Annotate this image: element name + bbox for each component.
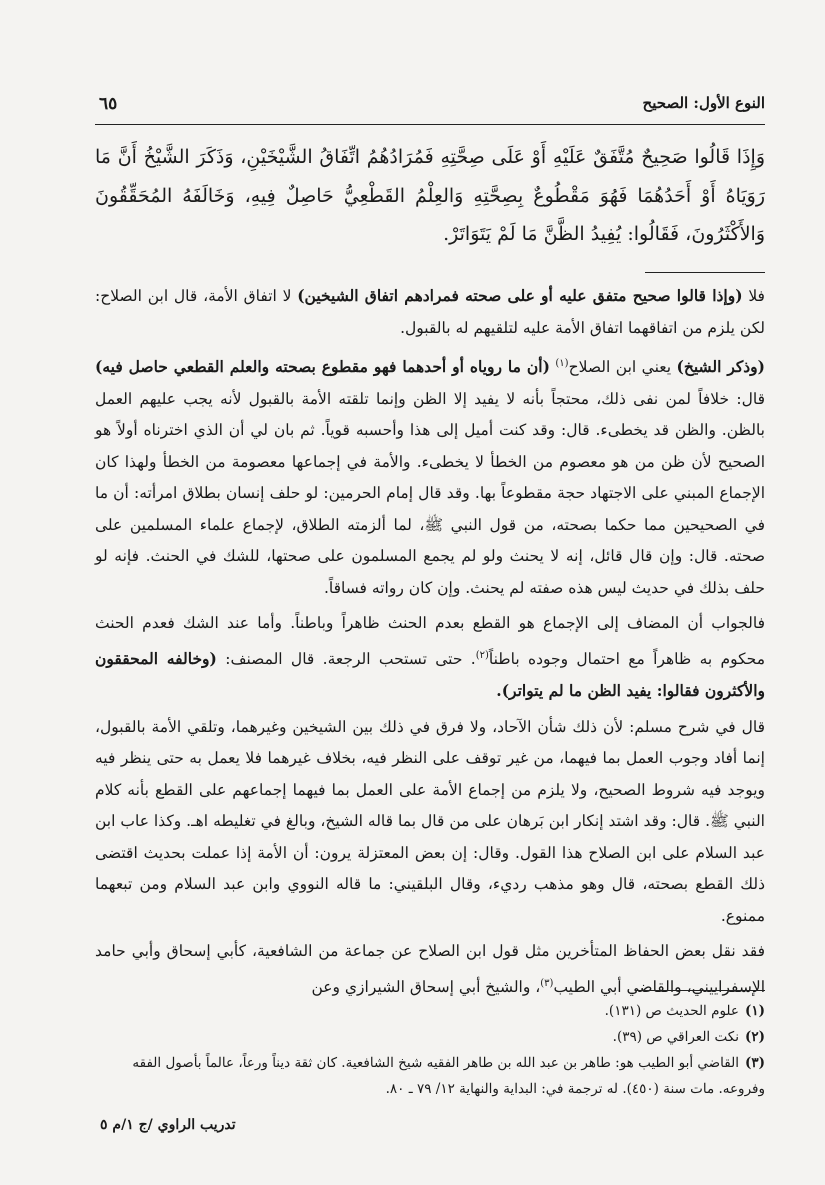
paragraph-text: فالجواب أن المضاف إلى الإجماع هو القطع بعدم الحنث ظاهراً وباطناً. وأما عند الشك فعدم الحنث محكوم به ظاهراً مع احتمال وجوده باطناً bbox=[95, 614, 765, 668]
footnote-text: علوم الحديث ص (١٣١). bbox=[604, 1003, 739, 1019]
section-divider bbox=[645, 272, 765, 273]
footnote-number: (٣) bbox=[744, 1055, 765, 1071]
footnote bbox=[95, 1024, 765, 1050]
quoted-matn: (وذكر الشيخ) bbox=[676, 357, 765, 377]
commentary-paragraph-1 bbox=[95, 280, 765, 344]
footnote bbox=[95, 1050, 765, 1102]
commentary-paragraph-4: قال في شرح مسلم: لأن ذلك شأن الآحاد، ولا فرق في ذلك بين الشيخين وغيرهما، وتلقي الأمة بالقبول، إنما أفاد وجوب العمل بما فيهما، من غير توقف على النظر فيه، بخلاف غيرهما فلا يعمل به حتى ينظر فيه ويوجد فيه شروط الصحيح، ولا يلزم من إجماع الأمة على العمل بما فيهما إجماعهم على القطع بأنه كلام النبي ﷺ. قال: وقد اشتد إنكار ابن بَرهان على من قال بما قاله الشيخ، وبالغ في تغليطه اهـ. وكذا عاب ابن عبد السلام على ابن الصلاح هذا القول. وقال: إن بعض المعتزلة يرون: أن الأمة إذا عملت بحديث اقتضى ذلك القطع بصحته، قال وهو مذهب رديء، وقال البلقيني: ما قاله النووي وابن عبد السلام ومن تبعهما ممنوع. bbox=[95, 717, 765, 925]
footnote-number: (١) bbox=[744, 1003, 765, 1019]
printer-signature: تدريب الراوي /ج ١/م ٥ bbox=[100, 1117, 236, 1133]
paragraph-text: قال: خلافاً لمن نفى ذلك، محتجاً بأنه لا يفيد إلا الظن وإنما تلقته الأمة بالقبول لأنه يجب عليهم العمل بالظن. والظن قد يخطىء. قال: وقد كنت أميل إلى هذا وأحسبه قوياً. ثم بان لي أن الذي اخترناه أولاً هو الصحيح لأن ظن من هو معصوم من الخطأ لا يخطىء. والأمة في إجماعها معصومة من الخطأ ولهذا كان الإجماع المبني على الاجتهاد حجة مقطوعاً بها. وقد قال إمام الحرمين: لو حلف إنسان بطلاق امرأته: أن ما في الصحيحين مما حكما بصحته، من قول النبي ﷺ، لما ألزمته الطلاق، لإجماع علماء المسلمين على صحته. قال: وإن قال قائل، إنه لا يحنث ولو لم يجمع المسلمون على صحتها، للشك في الحنث. فإنه لو حلف بذلك في حديث ليس هذه صفته لم يحنث. وإن كان رواته فساقاً. bbox=[95, 389, 765, 597]
lead-word: فلا bbox=[748, 287, 765, 305]
running-header bbox=[95, 92, 765, 125]
footnote-text: نكت العراقي ص (٣٩). bbox=[612, 1029, 739, 1045]
paragraph-text: ، والشيخ أبي إسحاق الشيرازي وعن bbox=[311, 977, 541, 996]
main-text: وَإِذَا قَالُوا صَحِيحٌ مُتَّفَقٌ عَلَيْهِ أَوْ عَلَى صِحَّتِهِ فَمُرَادُهُمُ اتِّفَاقُ الشَّيْخَيْنِ، وَذَكَرَ الشَّيْخُ أَنَّ مَا رَوَيَاهُ أَوْ أَحَدُهُمَا فَهُوَ مَقْطُوعٌ بِصِحَّتِهِ وَالعِلْمُ القَطْعِيُّ حَاصِلٌ فِيهِ، وَخَالَفَهُ المُحَقِّقُونَ وَالأَكْثَرُونَ، فَقَالُوا: يُفِيدُ الظَّنَّ مَا لَمْ يَتَوَاتَرْ. bbox=[95, 146, 765, 245]
footnote bbox=[95, 998, 765, 1024]
commentary-paragraph-2 bbox=[95, 348, 765, 604]
commentary bbox=[95, 280, 765, 1007]
footnote-number: (٢) bbox=[744, 1029, 765, 1045]
quoted-matn: (وإذا قالوا صحيح متفق عليه أو على صحته فمرادهم اتفاق الشيخين) bbox=[297, 286, 743, 305]
footnote-ref[interactable]: (٣) bbox=[540, 977, 554, 989]
paragraph-text: يعني ابن الصلاح bbox=[568, 358, 672, 377]
paragraph-text: لا اتفاق الأمة، قال ابن الصلاح: لكن يلزم من اتفاقهما اتفاق الأمة عليه لتلقيهم له بالقبول. bbox=[95, 287, 765, 337]
paragraph-text: . حتى تستحب الرجعة. قال المصنف: bbox=[225, 649, 476, 668]
footnote-divider bbox=[635, 990, 765, 991]
commentary-paragraph-5 bbox=[95, 936, 765, 1003]
footnote-text: القاضي أبو الطيب هو: طاهر بن عبد الله بن طاهر الفقيه شيخ الشافعية. كان ثقة ديناً ورعاً، عالماً بأصول الفقه وفروعه. مات سنة (٤٥٠). له ترجمة في: البداية والنهاية ١٢/ ٧٩ ـ ٨٠. bbox=[132, 1055, 765, 1097]
commentary-paragraph-3 bbox=[95, 608, 765, 708]
quoted-matn: (أن ما روياه أو أحدهما فهو مقطوع بصحته والعلم القطعي حاصل فيه) bbox=[95, 357, 550, 377]
chapter-title: النوع الأول: الصحيح bbox=[642, 94, 765, 112]
footnotes bbox=[95, 998, 765, 1102]
paragraph-text: فقد نقل بعض الحفاظ المتأخرين مثل قول ابن الصلاح عن جماعة من الشافعية، كأبي إسحاق وأبي حامد الإسفراييني، والقاضي أبي الطيب bbox=[95, 942, 765, 996]
footnote-ref[interactable]: (١) bbox=[555, 358, 569, 369]
footnote-ref[interactable]: (٢) bbox=[475, 649, 489, 661]
quoted-matn: (وخالفه المحققون والأكثرون فقالوا: يفيد الظن ما لم يتواتر). bbox=[95, 648, 765, 701]
page-number: ٦٥ bbox=[99, 94, 118, 114]
